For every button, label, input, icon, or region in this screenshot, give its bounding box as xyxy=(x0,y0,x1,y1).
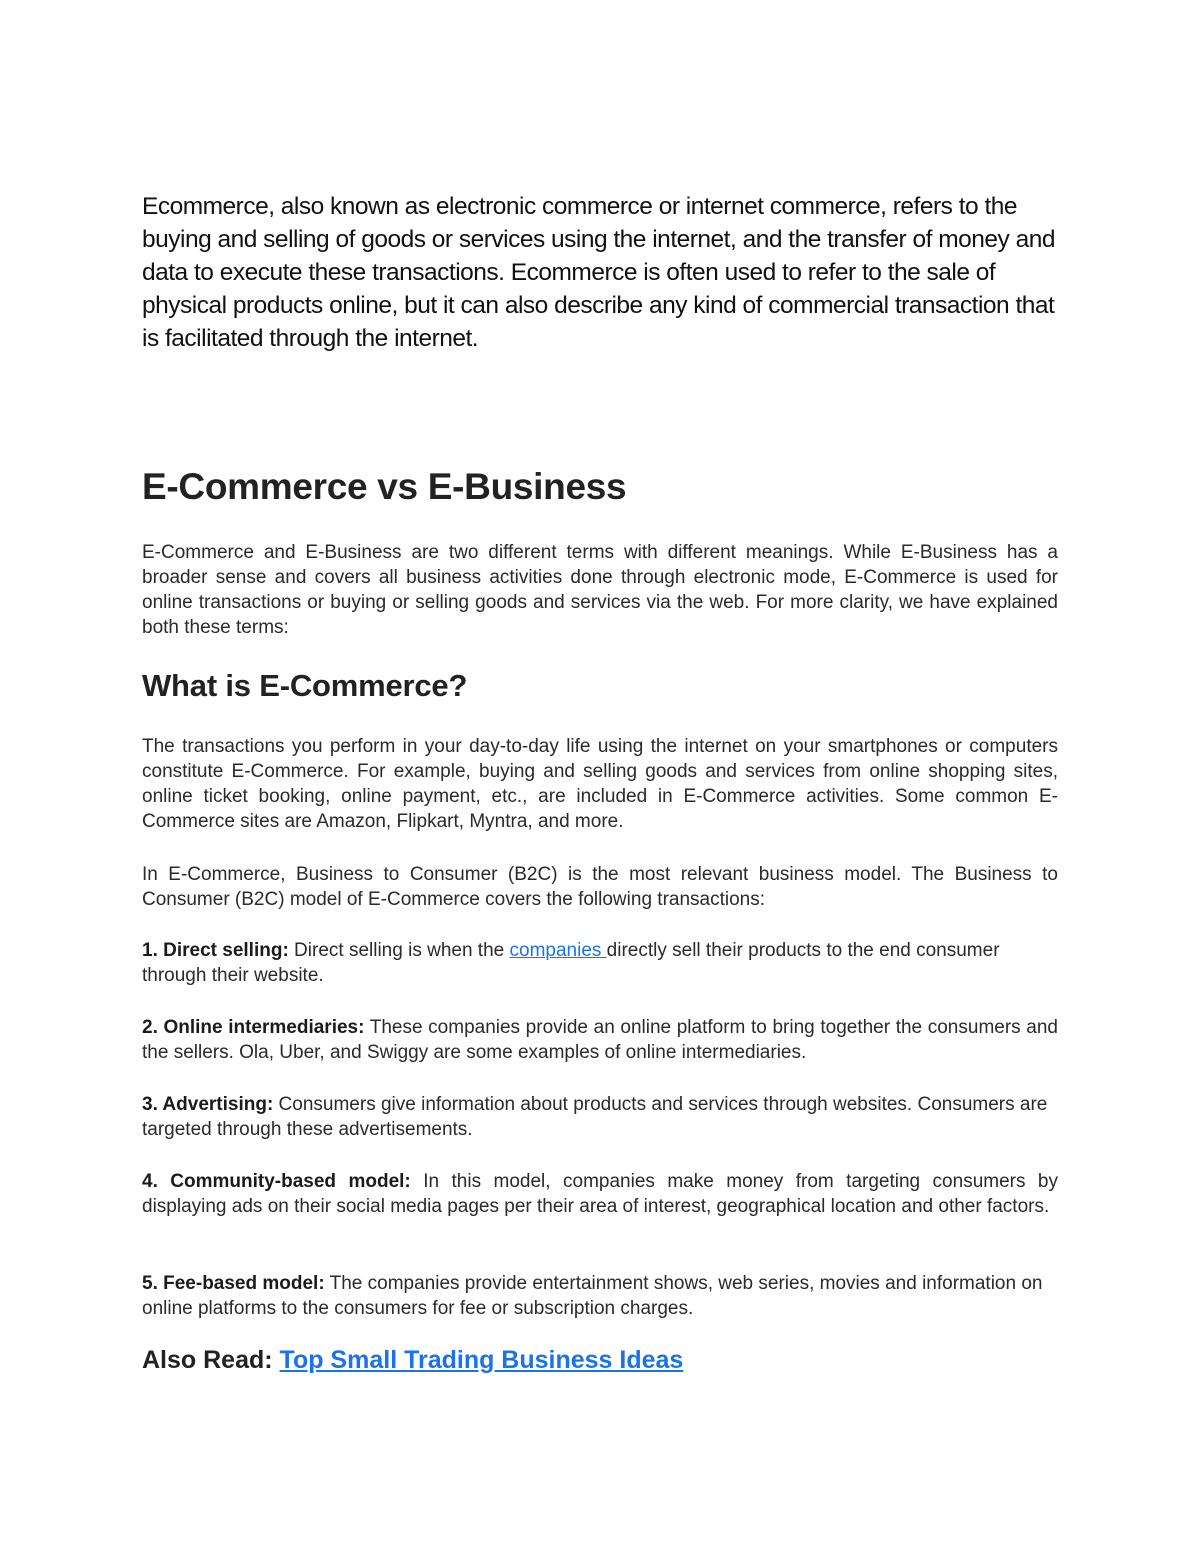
vs-section xyxy=(142,540,1058,640)
list-item xyxy=(142,938,1058,988)
also-read-link[interactable]: Top Small Trading Business Ideas xyxy=(279,1346,684,1374)
main-heading: E-Commerce vs E-Business xyxy=(142,466,627,507)
item-text: The companies provide entertainment shows, web series, movies and information on online platforms to the consumers for fee or subscription charges. xyxy=(142,1273,1043,1319)
what-section xyxy=(142,734,1058,834)
what-is-ecommerce-heading: What is E-Commerce? xyxy=(142,668,468,703)
b2c-paragraph: In E-Commerce, Business to Consumer (B2C) is the most relevant business model. The Business to Consumer (B2C) model of E-Commerce covers the following transactions: xyxy=(142,864,1058,910)
also-read-label: Also Read: xyxy=(142,1346,280,1374)
item-label: 3. Advertising: xyxy=(142,1094,274,1115)
item-text: In this model, companies make money from targeting consumers by displaying ads on their social media pages per their area of interest, geographical location and other factors. xyxy=(142,1171,1059,1217)
intro-paragraph: Ecommerce, also known as electronic commerce or internet commerce, refers to the buying and selling of goods or services using the internet, and the transfer of money and data to execute these transactions. Ecommerce is often used to refer to the sale of physical products online, but it can also describe any kind of commercial transaction that is facilitated through the internet. xyxy=(142,193,1055,352)
companies-link[interactable]: companies xyxy=(509,940,607,961)
direct-selling-paragraph xyxy=(142,938,1058,988)
item-text: Direct selling is when the xyxy=(288,940,510,961)
community-model-paragraph xyxy=(142,1169,1058,1219)
fee-model-paragraph xyxy=(142,1271,1058,1321)
list-item xyxy=(142,1169,1058,1219)
what-heading-wrap xyxy=(142,668,1058,704)
what-paragraph: The transactions you perform in your day-to-day life using the internet on your smartphones or computers constitute E-Commerce. For example, buying and selling goods and services from online shopping sites, online ticket booking, online payment, etc., are included in E-Commerce activities. Some common E-Commerce sites are Amazon, Flipkart, Myntra, and more. xyxy=(142,736,1058,832)
also-read-section xyxy=(142,1346,1058,1375)
advertising-paragraph xyxy=(142,1092,1058,1142)
item-label: 4. Community-based model: xyxy=(142,1171,411,1192)
item-label: 2. Online intermediaries: xyxy=(142,1017,365,1038)
list-item xyxy=(142,1015,1058,1065)
b2c-section xyxy=(142,862,1058,912)
vs-paragraph: E-Commerce and E-Business are two different terms with different meanings. While E-Business has a broader sense and covers all business activities done through electronic mode, E-Commerce is used for online transactions or buying or selling goods and services via the web. For more clarity, we have explained both these terms: xyxy=(142,542,1058,638)
also-read-line xyxy=(142,1346,1058,1375)
list-item xyxy=(142,1092,1058,1142)
item-label: 1. Direct selling: xyxy=(142,940,289,961)
online-intermediaries-paragraph xyxy=(142,1015,1058,1065)
item-text: Consumers give information about products and services through websites. Consumers are targeted through these advertisements. xyxy=(142,1094,1048,1140)
item-text: These companies provide an online platform to bring together the consumers and the sellers. Ola, Uber, and Swiggy are some examples of online intermediaries. xyxy=(142,1017,1058,1063)
item-text: directly sell their products to the end consumer through their website. xyxy=(142,940,1000,986)
item-label: 5. Fee-based model: xyxy=(142,1273,325,1294)
list-item xyxy=(142,1271,1058,1321)
